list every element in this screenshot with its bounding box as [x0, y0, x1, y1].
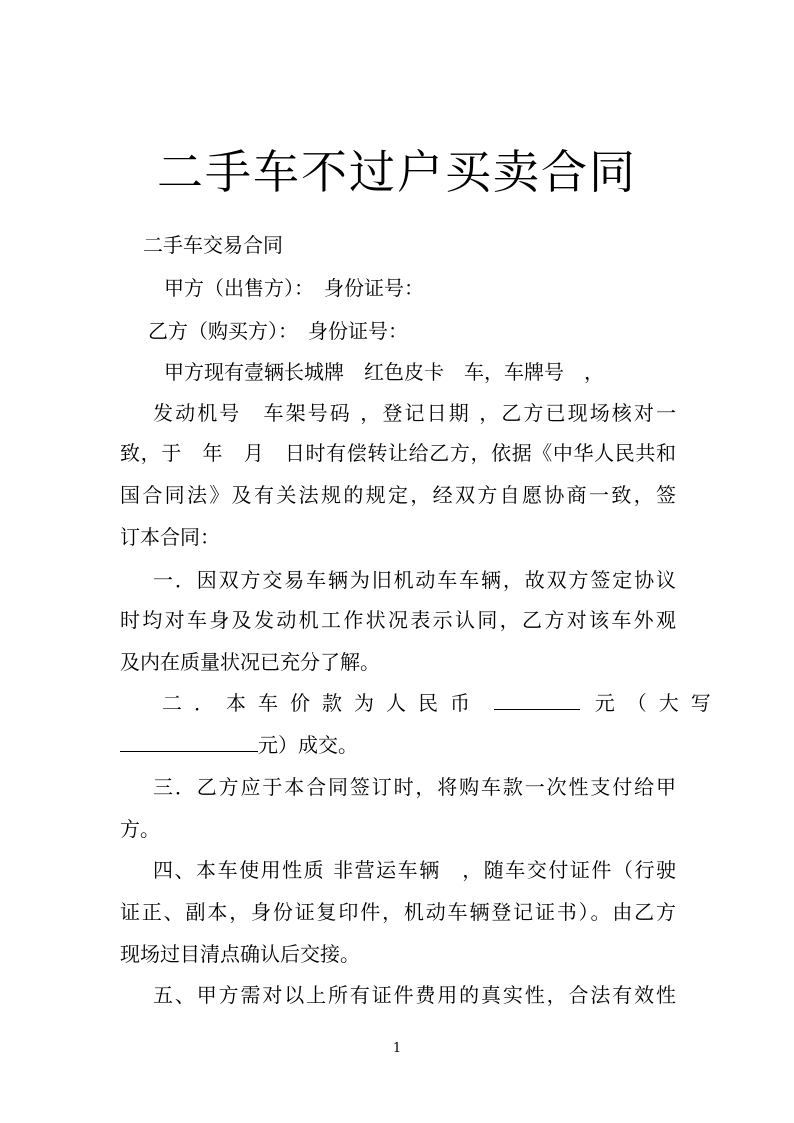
- party-b-line: 乙方（购买方）： 身份证号：: [148, 319, 408, 343]
- intro-line: 致，于 年 月 日时有偿转让给乙方，依据《中华人民共和: [120, 441, 676, 465]
- clause-4-line: 四、本车使用性质 非营运车辆 ，随车交付证件（行驶: [153, 858, 676, 882]
- intro-line: 国合同法》及有关法规的规定，经双方自愿协商一致，签: [120, 483, 676, 507]
- clause-5-line: 五、甲方需对以上所有证件费用的真实性，合法有效性: [153, 983, 676, 1007]
- clause-2-text: 元）成交。: [258, 733, 358, 757]
- page-number: 1: [392, 1041, 402, 1056]
- clause-2-line-2: [120, 730, 358, 760]
- clause-2-line-1: [162, 688, 723, 718]
- clause-1-line: 时均对车身及发动机工作状况表示认同，乙方对该车外观: [120, 608, 676, 632]
- clause-1-line: 及内在质量状况已充分了解。: [120, 650, 380, 674]
- clause-2-text: 二．本车价款为人民币: [162, 691, 482, 715]
- vehicle-line: 甲方现有壹辆长城牌 红色皮卡 车，车牌号 ，: [164, 360, 604, 384]
- clause-3-line: 三．乙方应于本合同签订时，将购车款一次性支付给甲: [153, 775, 676, 799]
- price-words-blank: [120, 731, 258, 752]
- party-a-line: 甲方（出售方）： 身份证号：: [164, 276, 424, 300]
- clause-3-line: 方。: [120, 817, 160, 841]
- price-blank: [494, 689, 580, 710]
- intro-line: 发动机号 车架号码 ，登记日期 ，乙方已现场核对一: [153, 401, 676, 425]
- intro-line: 订本合同：: [120, 525, 220, 549]
- clause-4-line: 证正、副本，身份证复印件，机动车辆登记证书）。由乙方: [120, 900, 676, 924]
- subtitle: 二手车交易合同: [143, 233, 283, 257]
- clause-2-text: 元（大写: [594, 691, 723, 715]
- document-title: 二手车不过户买卖合同: [157, 145, 637, 199]
- clause-1-line: 一．因双方交易车辆为旧机动车车辆，故双方签定协议: [153, 568, 676, 592]
- clause-4-line: 现场过目清点确认后交接。: [120, 942, 360, 966]
